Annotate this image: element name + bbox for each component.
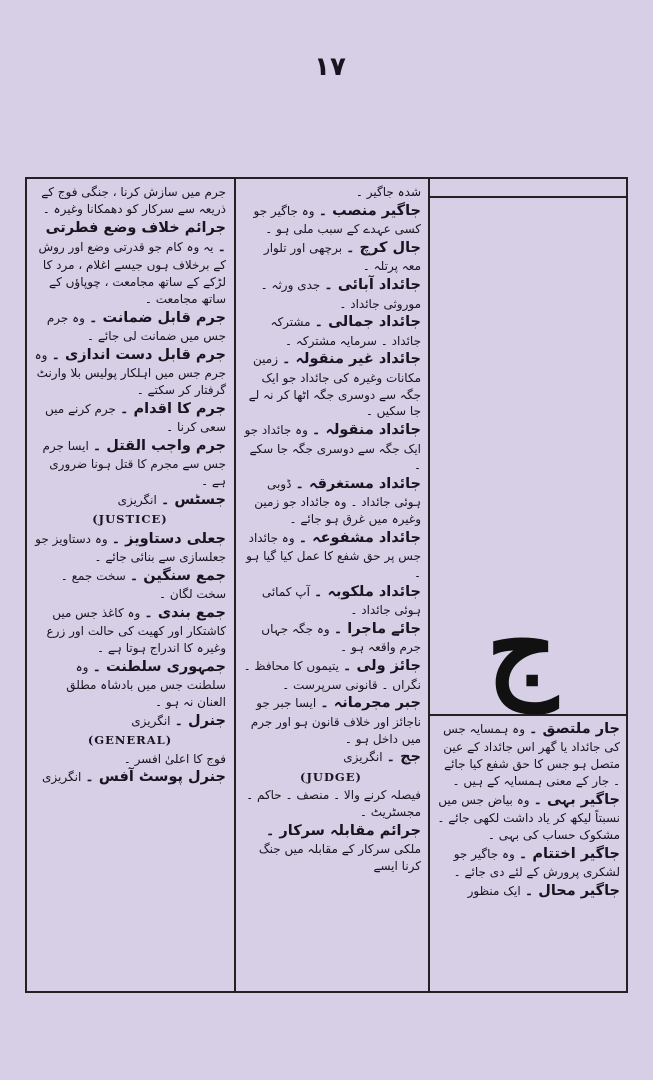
entry-headword: جاگیر منصب ۔ <box>318 202 421 219</box>
dictionary-entry <box>34 751 226 768</box>
entry-definition: زمین مکانات وغیرہ کی جائداد جو ایک جگہ سے دوسری جگہ اٹھا کر نہ لے جا سکیں ۔ <box>248 352 421 419</box>
entry-headword: جرم کا اقدام ۔ <box>119 400 226 417</box>
entry-headword: جائداد جمالی ۔ <box>314 314 421 331</box>
entry-definition: سخت جمع ۔ سخت لگان ۔ <box>60 568 226 602</box>
entry-definition: وہ سلطنت جس میں بادشاہ مطلق العنان نہ ہو ۔ <box>66 659 226 710</box>
dictionary-entry <box>241 276 421 312</box>
entry-headword: جائداد مستغرقہ ۔ <box>295 476 421 493</box>
entry-definition: وہ جائداد جو ایک جگہ سے دوسری جگہ جا سکے ۔ <box>244 423 421 473</box>
entry-definition: وہ کاغذ جس میں کاشتکار اور کھیت کی حالت اور زرع وغیرہ کا اندراج ہوتا ہے ۔ <box>46 605 226 656</box>
dictionary-entry <box>436 882 620 901</box>
english-term: (GENERAL) <box>87 733 173 748</box>
dictionary-entry <box>241 620 421 656</box>
dictionary-entry <box>34 768 226 787</box>
entry-definition: برچھی اور تلوار معہ پرتلہ ۔ <box>263 240 421 274</box>
entry-definition: ایسا جبر جو ناجائز اور خلاف قانون ہو اور جرم میں داخل ہو ۔ <box>250 696 421 746</box>
entry-headword: جبر مجرمانہ ۔ <box>320 695 421 712</box>
entry-headword: جمع سنگین ۔ <box>129 567 226 584</box>
dictionary-entry <box>436 720 620 790</box>
dictionary-entry <box>34 530 226 566</box>
entry-headword: جال کرچ ۔ <box>346 239 421 256</box>
dictionary-entry <box>241 583 421 619</box>
entry-definition: انگریزی <box>131 713 171 728</box>
right-column <box>436 720 620 986</box>
entry-headword: جائداد غیر منقولہ ۔ <box>282 351 421 368</box>
entry-headword: جنرل پوسٹ آفس ۔ <box>85 769 226 786</box>
dictionary-entry <box>34 658 226 711</box>
entry-definition: یہ وہ کام جو قدرتی وضع اور روش کے برخلاف ہوں جیسے اغلام ، مرد کا لڑکے کے ساتھ مجامعت ، چوپاؤں کے ساتھ مجامعت ۔ <box>38 239 226 306</box>
entry-headword: جرم قابل ضمانت ۔ <box>88 309 226 326</box>
entry-definition: شدہ جاگیر ۔ <box>355 185 421 199</box>
entry-headword: جمہوری سلطنت ۔ <box>92 658 226 675</box>
entry-definition: وہ جرم جس میں ضمانت لی جائے ۔ <box>46 310 226 344</box>
entry-headword: جاگیر اختتام ۔ <box>518 845 620 862</box>
entry-headword: جائداد ملکوبہ ۔ <box>313 583 421 600</box>
entry-headword: جرائم مقابلہ سرکار ۔ <box>265 822 421 839</box>
entry-headword: جاگیر محال ۔ <box>524 882 620 899</box>
entry-definition: ایک منظور <box>467 883 521 898</box>
entry-definition: وہ دستاویز جو جعلسازی سے بنائی جائے ۔ <box>35 531 226 565</box>
entry-headword: جرم واجب القتل ۔ <box>92 437 226 454</box>
dictionary-entry <box>241 748 421 785</box>
dictionary-entry <box>34 437 226 490</box>
dictionary-entry <box>241 202 421 238</box>
dictionary-entry <box>241 529 421 582</box>
section-letter: ج <box>486 582 558 712</box>
entry-definition: انگریزی <box>42 770 82 785</box>
entry-headword: جائداد مشفوعہ ۔ <box>298 529 421 546</box>
english-term: (JUDGE) <box>300 769 362 784</box>
entry-definition: ایسا جرم جس سے مجرم کا قتل ہونا ضروری ہے ۔ <box>42 438 226 489</box>
column-divider-right <box>428 177 430 993</box>
dictionary-entry <box>241 421 421 474</box>
entry-headword: جج ۔ <box>386 749 421 766</box>
dictionary-entry <box>34 567 226 603</box>
dictionary-entry <box>241 184 421 201</box>
dictionary-entry <box>34 604 226 657</box>
entry-definition: مشترکہ جائداد ۔ سرمایہ مشترکہ ۔ <box>270 315 421 348</box>
entry-definition: وہ جائداد جس پر حق شفع کا عمل کیا گیا ہو ۔ <box>246 530 421 581</box>
entry-definition: فیصلہ کرنے والا ۔ منصف ۔ حاکم ۔ مجسٹریٹ ۔ <box>246 788 421 819</box>
dictionary-entry <box>241 350 421 420</box>
entry-definition: وہ جاگیر جو کسی عہدے کے سبب ملی ہو ۔ <box>253 203 421 237</box>
entry-headword: جائداد آبائی ۔ <box>324 277 421 294</box>
entry-headword: جرم قابل دست اندازی ۔ <box>51 346 226 363</box>
dictionary-entry <box>34 491 226 528</box>
entry-definition: وہ جرم جس میں اہلکار پولیس بلا وارنٹ گرفتار کر سکتے ۔ <box>34 347 226 397</box>
dictionary-entry <box>436 791 620 844</box>
entry-definition: وہ بیاض جس میں نسبتاً لیکھ کر یاد داشت لکھی جائے ۔ مشکوک حساب کی بہی ۔ <box>437 792 620 842</box>
entry-headword: جرائم خلاف وضع فطرتی ۔ <box>45 219 226 255</box>
middle-column <box>241 184 421 984</box>
dictionary-entry <box>34 400 226 436</box>
entry-headword: جنرل ۔ <box>174 712 226 729</box>
entry-headword: جائز ولی ۔ <box>342 658 421 675</box>
entry-definition: فوج کا اعلیٰ افسر ۔ <box>123 751 226 766</box>
entry-headword: جار ملتصق ۔ <box>528 721 620 737</box>
column-divider-left <box>234 177 236 993</box>
dictionary-entry <box>34 712 226 749</box>
dictionary-entry <box>436 845 620 881</box>
dictionary-entry <box>241 239 421 275</box>
dictionary-entry <box>34 184 226 218</box>
entry-headword: جعلی دستاویز ۔ <box>111 530 226 547</box>
dictionary-entry <box>34 309 226 345</box>
entry-definition: آپ کمائی ہوئی جائداد ۔ <box>261 584 421 618</box>
dictionary-entry <box>34 219 226 308</box>
page-number: ۱۷ <box>314 52 346 82</box>
entry-headword: جسٹس ۔ <box>160 491 226 508</box>
entry-definition: جرم میں سازش کرنا ، جنگی فوج کے ذریعہ سے سرکار کو دھمکانا وغیرہ ۔ <box>41 185 226 216</box>
dictionary-entry <box>241 657 421 693</box>
entry-definition: انگریزی <box>117 492 157 507</box>
dictionary-entry <box>241 694 421 747</box>
entry-definition: جرم کرنے میں سعی کرنا ۔ <box>44 401 226 435</box>
entry-definition: یتیموں کا محافظ ۔ نگراں ۔ قانونی سرپرست ۔ <box>243 659 421 692</box>
entry-definition: وہ جاگیر جو لشکری پرورش کے لئے دی جائے ۔ <box>453 846 620 880</box>
entry-headword: جائداد منقولہ ۔ <box>311 422 421 439</box>
entry-headword: جاگیر بہی ۔ <box>533 791 620 808</box>
left-column <box>34 184 226 984</box>
entry-headword: جمع بندی ۔ <box>144 604 226 621</box>
dictionary-entry <box>34 346 226 399</box>
entry-headword: جائے ماجرا ۔ <box>333 621 421 638</box>
dictionary-entry <box>241 475 421 528</box>
dictionary-entry <box>241 313 421 349</box>
dictionary-entry <box>241 787 421 821</box>
entry-definition: وہ ہمسایہ جس کی جائداد یا گھر اس جائداد کے عین متصل ہو جس کا حق شفع کیا جائے ۔ جار کے معنی ہمسایہ کے ہیں ۔ <box>443 722 620 788</box>
header-box-rule <box>428 196 628 198</box>
dictionary-entry <box>241 822 421 875</box>
entry-definition: ڈوبی ہوئی جائداد ۔ وہ جائداد جو زمین وغیرہ میں غرق ہو جائے ۔ <box>254 477 421 527</box>
entry-definition: ملکی سرکار کے مقابلہ میں جنگ کرنا ایسے <box>258 842 421 873</box>
entry-definition: جدی ورثہ ۔ موروثی جائداد ۔ <box>260 278 421 311</box>
english-term: (JUSTICE) <box>92 512 168 527</box>
entry-definition: انگریزی <box>343 750 383 765</box>
entry-definition: وہ جگہ جہاں جرم واقعہ ہو ۔ <box>261 622 421 655</box>
